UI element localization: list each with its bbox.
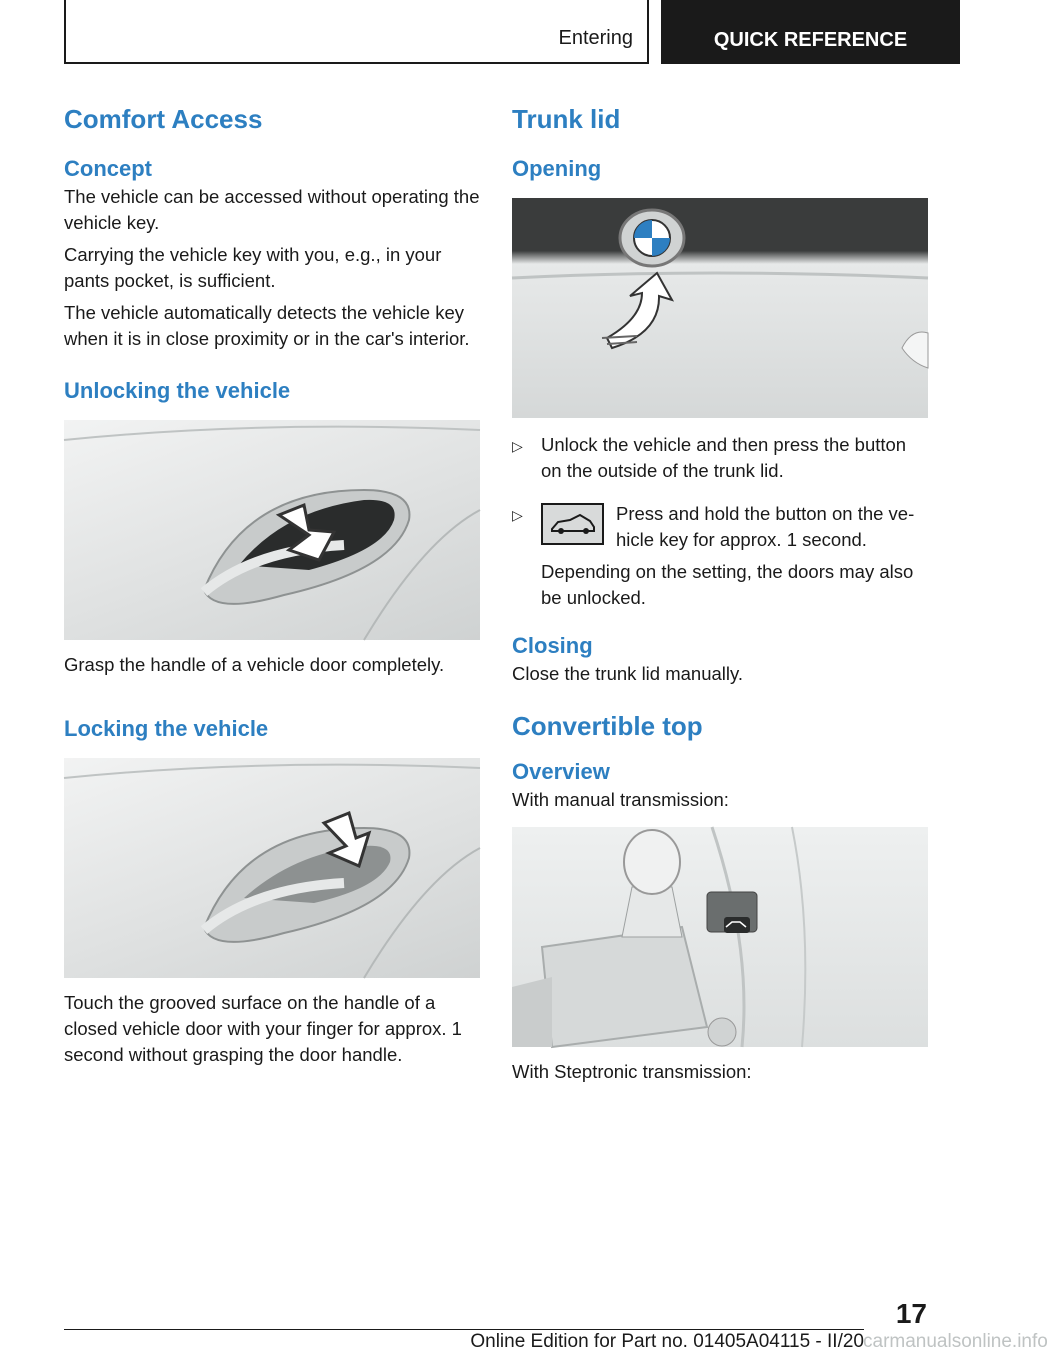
unlocking-heading: Unlocking the vehicle (64, 378, 291, 403)
watermark: carmanualsonline.info (863, 1331, 1048, 1352)
edition-text: Online Edition for Part no. 01405A04115 - II/20 (470, 1331, 864, 1352)
trunk-button-image (512, 198, 928, 418)
opening-heading: Opening (512, 156, 602, 181)
page-number: 17 (895, 1298, 927, 1329)
overview-heading: Overview (512, 759, 610, 784)
right-column (512, 100, 928, 1085)
comfort-access-title: Comfort Access (64, 104, 263, 134)
closing-text: Close the trunk lid manually. (512, 663, 744, 684)
bullet-triangle-icon: ▷ (512, 438, 523, 454)
locking-heading: Locking the vehicle (64, 716, 269, 741)
locking-text: Touch the grooved surface on the handle of a closed vehicle door with your finger for approx. 1 second without grasping the door handle. (64, 992, 462, 1065)
steptronic-transmission-text: With Steptronic transmission: (512, 1061, 752, 1082)
concept-paragraph-2: Carrying the vehicle key with you, e.g., in your pants pocket, is sufficient. (64, 244, 442, 291)
bullet-text-2: Press and hold the button on the vehicle key for approx. 1 second. (616, 503, 915, 550)
footer-divider (64, 1329, 864, 1330)
bullet-text-1: Unlock the vehicle and then press the button on the outside of the trunk lid. (541, 434, 907, 481)
header-frame (64, 0, 649, 64)
bullet-note: Depending on the setting, the doors may also be unlocked. (541, 561, 914, 608)
manual-transmission-text: With manual transmission: (512, 789, 729, 810)
closing-heading: Closing (512, 633, 593, 658)
lock-door-handle-image (64, 758, 480, 978)
chapter-tab[interactable]: QUICK REFERENCE (661, 0, 960, 64)
manual-console-image (512, 827, 928, 1047)
section-title: Entering (558, 27, 633, 49)
unlock-door-handle-image (64, 420, 480, 640)
concept-paragraph-1: The vehicle can be accessed without operating the vehicle key. (64, 186, 480, 233)
concept-paragraph-3: The vehicle automatically detects the vehicle key when it is in close proximity or in the car's interior. (64, 302, 470, 349)
bullet-triangle-icon: ▷ (512, 507, 523, 523)
left-column (64, 100, 480, 1068)
trunk-lid-title: Trunk lid (512, 104, 621, 134)
trunk-key-button-icon (541, 503, 604, 545)
unlocking-text: Grasp the handle of a vehicle door completely. (64, 654, 445, 675)
convertible-top-title: Convertible top (512, 711, 703, 741)
list-item (512, 501, 928, 611)
concept-heading: Concept (64, 156, 152, 181)
list-item (512, 432, 928, 484)
